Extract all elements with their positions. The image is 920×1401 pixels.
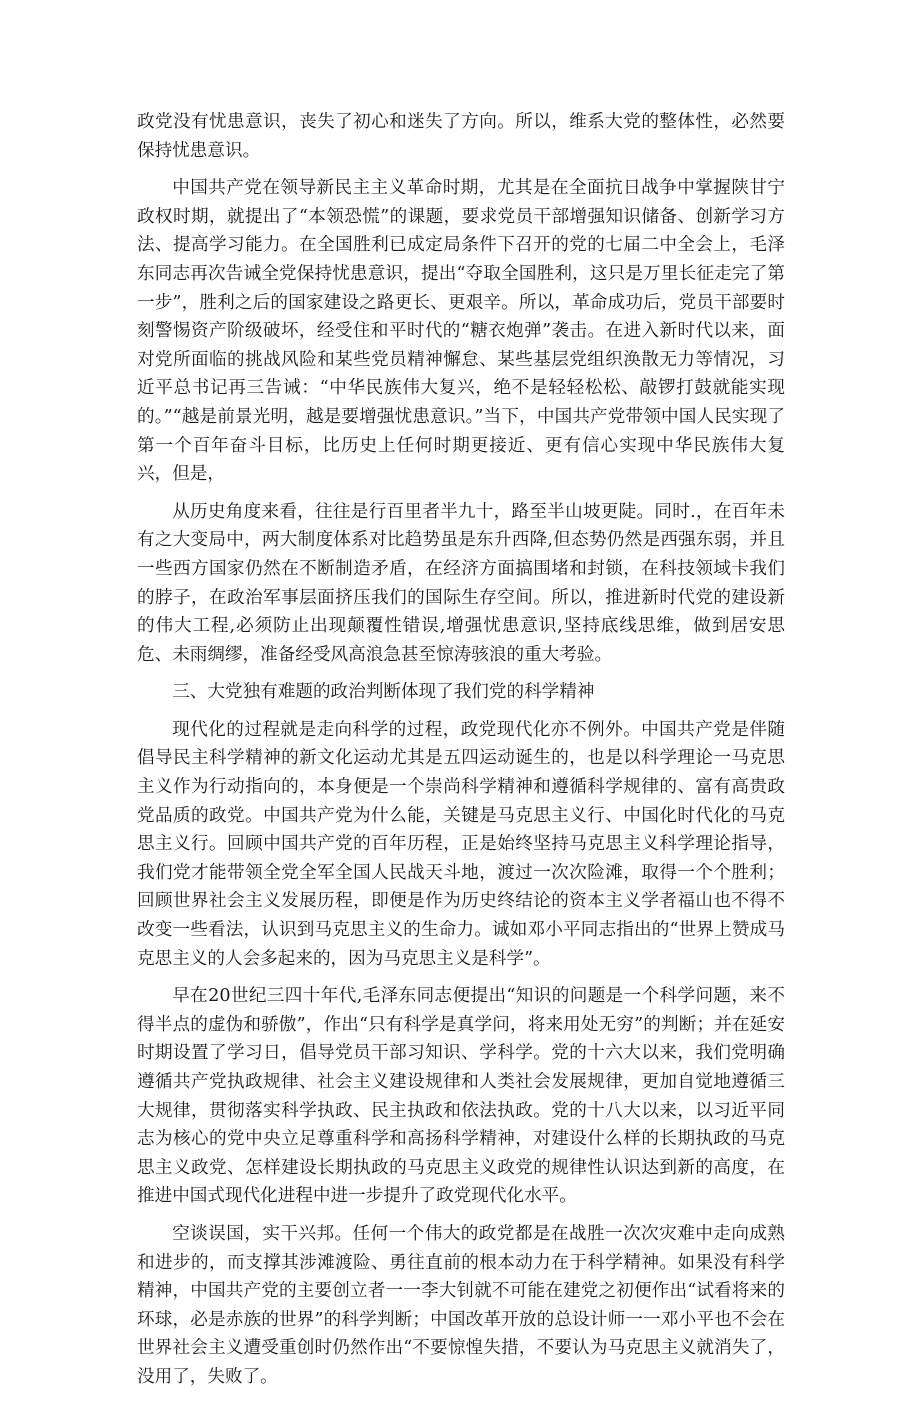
paragraph-5: 早在20世纪三四十年代,毛泽东同志便提出“知识的问题是一个科学问题，来不得半点的虚伪和骄傲”，作出“只有科学是真学问，将来用处无穷”的判断；并在延安时期设置了学习日，倡导党员干部习知识、学科学。党的十六大以来，我们党明确遵循共产党执政规律、社会主义建设规律和人类社会发展规律，更加自觉地遵循三大规律，贯彻落实科学执政、民主执政和依法执政。党的十八大以来，以习近平同志为核心的党中央立足尊重科学和高扬科学精神，对建设什么样的长期执政的马克思主义政党、怎样建设长期执政的马克思主义政党的规律性认识达到新的高度，在推进中国式现代化进程中进一步提升了政党现代化水平。 [137,986,785,1207]
document-body [137,108,785,1401]
paragraph-4: 现代化的过程就是走向科学的过程，政党现代化亦不例外。中国共产党是伴随倡导民主科学精神的新文化运动尤其是五四运动诞生的，也是以科学理论一马克思主义作为行动指向的，本身便是一个崇尚科学精神和遵循科学规律的、富有高贵政党品质的政党。中国共产党为什么能，关键是马克思主义行、中国化时代化的马克思主义行。回顾中国共产党的百年历程，正是始终坚持马克思主义科学理论指导，我们党才能带领全党全军全国人民战天斗地，渡过一次次险滩，取得一个个胜利；回顾世界社会主义发展历程，即便是作为历史终结论的资本主义学者福山也不得不改变一些看法，认识到马克思主义的生命力。诚如邓小平同志指出的“世界上赞成马克思主义的人会多起来的，因为马克思主义是科学”。 [137,719,785,969]
section-heading: 三、大党独有难题的政治判断体现了我们党的科学精神 [172,682,595,703]
paragraph-3: 从历史角度来看，往往是行百里者半九十，路至半山坡更陡。同时.，在百年未有之大变局中，两大制度体系对比趋势虽是东升西降,但态势仍然是西强东弱，并且一些西方国家仍然在不断制造矛盾，在经济方面搞围堵和封锁，在科技领域卡我们的脖子，在政治军事层面挤压我们的国际生存空间。所以，推进新时代党的建设新的伟大工程,必须防止出现颠覆性错误,增强忧患意识,坚持底线思维，做到居安思危、未雨绸缪，准备经受风高浪急甚至惊涛骇浪的重大考验。 [137,501,785,665]
paragraph-1: 政党没有忧患意识，丧失了初心和迷失了方向。所以，维系大党的整体性，必然要保持忧患意识。 [137,112,785,161]
paragraph-2: 中国共产党在领导新民主主义革命时期，尤其是在全面抗日战争中掌握陕甘宁政权时期，就提出了“本领恐慌”的课题，要求党员干部增强知识储备、创新学习方法、提高学习能力。在全国胜利已成定局条件下召开的党的七届二中全会上，毛泽东同志再次告诫全党保持忧患意识，提出“夺取全国胜利，这只是万里长征走完了第一步”，胜利之后的国家建设之路更长、更艰辛。所以，革命成功后，党员干部要时刻警惕资产阶级破坏，经受住和平时代的“糖衣炮弹”袭击。在进入新时代以来，面对党所面临的挑战风险和某些党员精神懈怠、某些基层党组织涣散无力等情况，习近平总书记再三告诫：“中华民族伟大复兴，绝不是轻轻松松、敲锣打鼓就能实现的。”“越是前景光明，越是要增强忧患意识。”当下，中国共产党带领中国人民实现了第一个百年奋斗目标，比历史上任何时期更接近、更有信心实现中华民族伟大复兴，但是， [137,178,785,485]
paragraph-6: 空谈误国，实干兴邦。任何一个伟大的政党都是在战胜一次次灾难中走向成熟和进步的，而支撑其涉滩渡险、勇往直前的根本动力在于科学精神。如果没有科学精神，中国共产党的主要创立者一一李大钊就不可能在建党之初便作出“试看将来的环球，必是赤族的世界”的科学判断；中国改革开放的总设计师一一邓小平也不会在世界社会主义遭受重创时仍然作出“不要惊惶失措，不要认为马克思主义就消失了，没用了，失败了。 [137,1223,785,1387]
